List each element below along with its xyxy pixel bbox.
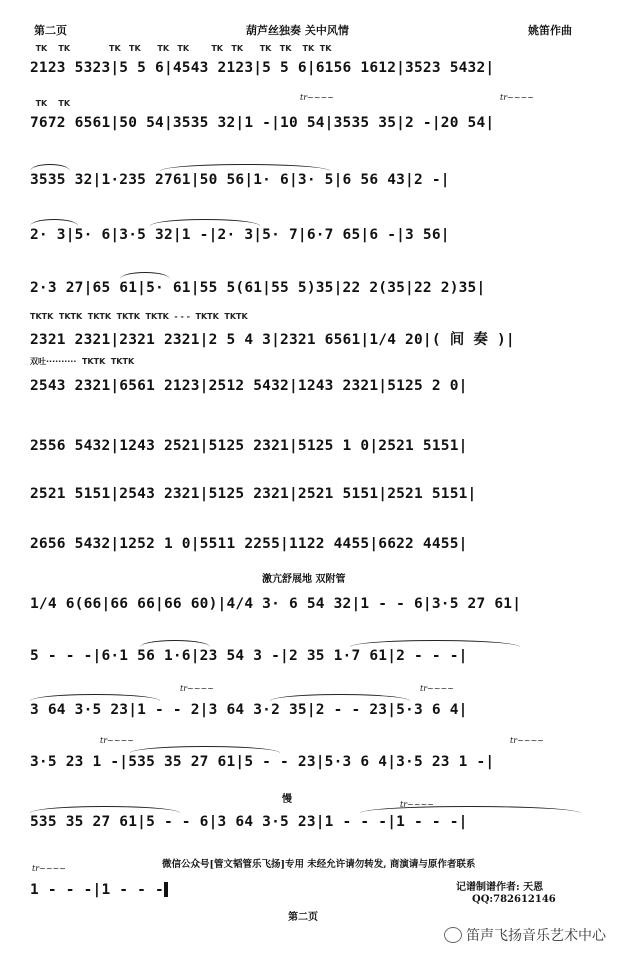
trill-mark: tr~~~~: [180, 684, 214, 693]
score-line-12: [30, 630, 600, 670]
notation: 2321 2321|2321 2321|2 5 4 3|2321 6561|1/4 20|( 间 奏 )|: [30, 332, 515, 348]
score-line-8: [30, 420, 600, 460]
piece-title: 葫芦丝独奏 关中风情: [246, 24, 349, 37]
final-barline: [164, 882, 168, 897]
score-line-5: [30, 262, 600, 302]
copyright-notice: 微信公众号[管文韬管乐飞扬]专用 未经允许请勿转发, 商演请与原作者联系: [162, 859, 476, 870]
notation: 1/4 6(66|66 66|66 60)|4/4 3· 6 54 32|1 - - 6|3·5 27 61|: [30, 596, 522, 612]
trill-mark: tr~~~~: [300, 93, 334, 102]
score-line-10: [30, 518, 600, 558]
notation: 2656 5432|1252 1 0|5511 2255|1122 4455|6622 4455|: [30, 536, 468, 552]
trill-mark: tr~~~~: [500, 93, 534, 102]
notation: 1 - - -|1 - - -: [30, 882, 600, 898]
tongue-marks: TK TK: [30, 99, 71, 108]
watermark-text: 笛声飞扬音乐艺术中心: [466, 928, 606, 944]
notation: 7672 6561|50 54|3535 32|1 -|10 54|3535 35|2 -|20 54|: [30, 115, 495, 131]
tongue-marks: TKTK TKTK TKTK TKTK TKTK - - - TKTK TKTK: [30, 312, 248, 321]
trill-mark: tr~~~~: [510, 736, 544, 745]
notation: 2521 5151|2543 2321|5125 2321|2521 5151|2521 5151|: [30, 486, 477, 502]
page-label: 第二页: [34, 24, 67, 37]
score-line-1: [30, 42, 600, 82]
notation: 2123 5323|5 5 6|4543 2123|5 5 6|6156 1612|3523 5432|: [30, 60, 495, 76]
tempo-marking: 慢: [282, 794, 292, 805]
score-line-2: [30, 93, 600, 137]
notation: 3 64 3·5 23|1 - - 2|3 64 3·2 35|2 - - 23|5·3 6 4|: [30, 702, 468, 718]
tongue-marks: 双吐·········· TKTK TKTK: [30, 357, 135, 366]
score-line-7: [30, 352, 600, 392]
score-line-13: [30, 684, 600, 724]
notation: 2556 5432|1243 2521|5125 2321|5125 1 0|2521 5151|: [30, 438, 468, 454]
score-line-15: [30, 796, 600, 836]
notation: 2543 2321|6561 2123|2512 5432|1243 2321|5125 2 0|: [30, 378, 468, 394]
trill-mark: tr~~~~: [100, 736, 134, 745]
trill-mark: tr~~~~: [32, 864, 66, 873]
score-line-11: [30, 578, 600, 618]
score-line-4: [30, 209, 600, 249]
score-line-14: [30, 736, 600, 776]
notation: 2· 3|5· 6|3·5 32|1 -|2· 3|5· 7|6·7 65|6 -|3 56|: [30, 227, 450, 243]
composer-credit: 姚笛作曲: [528, 24, 572, 37]
tongue-marks: TK TK TK TK TK TK TK TK TK TK TK TK: [30, 44, 332, 53]
score-line-3: [30, 154, 600, 194]
trill-mark: tr~~~~: [400, 800, 434, 809]
score-line-6: [30, 310, 600, 350]
page-footer: 第二页: [288, 912, 318, 923]
author-credit: 记谱制谱作者: 天恩: [456, 882, 544, 893]
notation: 3535 32|1·235 2761|50 56|1· 6|3· 5|6 56 43|2 -|: [30, 172, 450, 188]
dynamic-marking: 激亢舒展地 双附管: [262, 574, 346, 585]
qq-contact: QQ:782612146: [472, 894, 556, 905]
wechat-icon: [444, 927, 462, 943]
notation: 535 35 27 61|5 - - 6|3 64 3·5 23|1 - - -|1 - - -|: [30, 814, 468, 830]
score-line-9: [30, 468, 600, 508]
watermark: [444, 925, 606, 945]
notation: 5 - - -|6·1 56 1·6|23 54 3 -|2 35 1·7 61|2 - - -|: [30, 648, 468, 664]
notation: 2·3 27|65 61|5· 61|55 5(61|55 5)35|22 2(35|22 2)35|: [30, 280, 486, 296]
notation: 3·5 23 1 -|535 35 27 61|5 - - 23|5·3 6 4|3·5 23 1 -|: [30, 754, 495, 770]
trill-mark: tr~~~~: [420, 684, 454, 693]
